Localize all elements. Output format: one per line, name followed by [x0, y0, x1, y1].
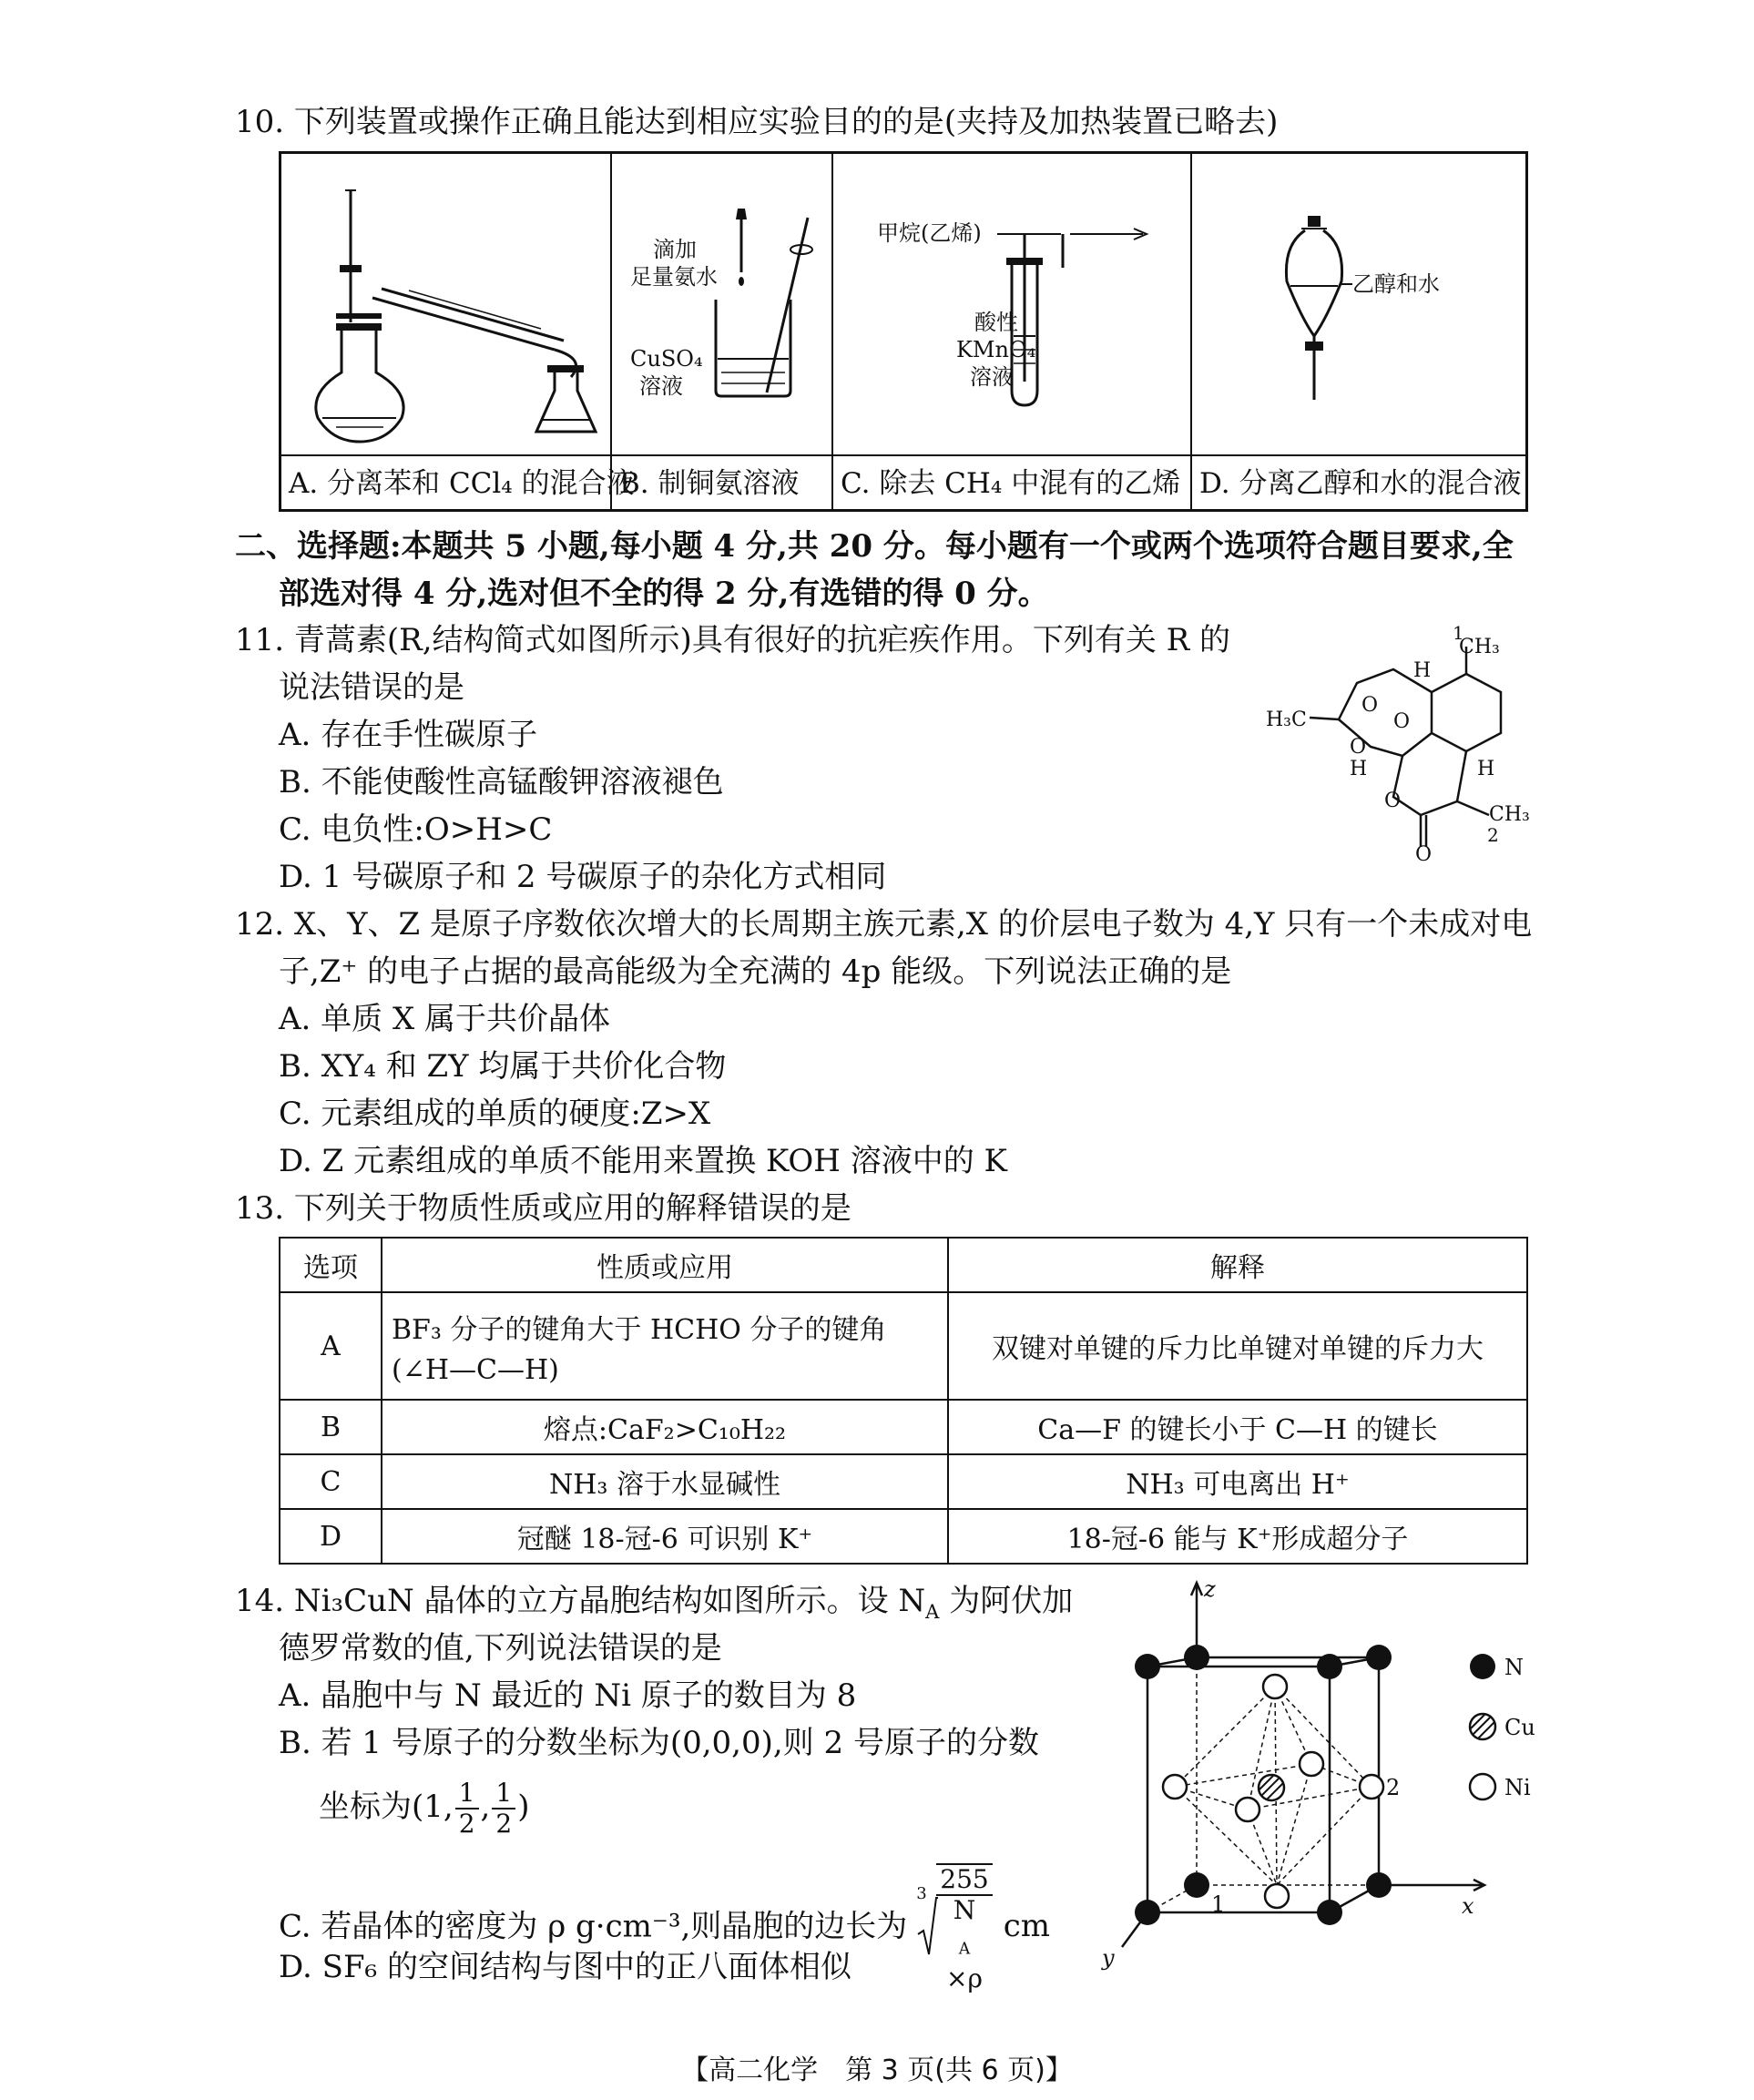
table-row: [280, 1292, 1527, 1400]
q12-option-c: C. 元素组成的单质的硬度:Z>X: [279, 1096, 711, 1132]
distillation-apparatus-diagram: [281, 154, 609, 454]
fraction-numerator: 1: [455, 1779, 479, 1809]
legend-cu: Cu: [1504, 1715, 1535, 1740]
cube-root-expression: [916, 1863, 994, 1993]
q11-option-c: C. 电负性:O>H>C: [279, 811, 553, 848]
axis-label-y: y: [1102, 1945, 1115, 1971]
page-footer: 【高二化学 第 3 页(共 6 页)】: [681, 2054, 1073, 2086]
struct-label-h-top: H: [1413, 659, 1432, 682]
q14-option-b-line2: [319, 1770, 529, 1843]
figure-a-distillation: [281, 154, 612, 454]
q10-stem: 10. 下列装置或操作正确且能达到相应实验目的的是(夹持及加热装置已略去): [235, 104, 1279, 140]
q12-option-a: A. 单质 X 属于共价晶体: [279, 1001, 610, 1037]
q11-stem-1: 11. 青蒿素(R,结构简式如图所示)具有很好的抗疟疾作用。下列有关 R 的: [235, 622, 1231, 658]
label-b-cuso4: CuSO₄: [630, 346, 703, 372]
q10-apparatus-table: [279, 151, 1528, 512]
row-d-option: D: [280, 1509, 382, 1564]
q14-stem-2: 德罗常数的值,下列说法错误的是: [279, 1630, 722, 1667]
axis-label-z: z: [1204, 1576, 1216, 1602]
row-c-property: NH₃ 溶于水显碱性: [382, 1454, 948, 1509]
fraction-half-2: [492, 1779, 515, 1839]
table-row: [280, 1454, 1527, 1509]
row-a-property-line2: (∠H—C—H): [392, 1353, 559, 1386]
point-label-2: 2: [1386, 1775, 1401, 1800]
q12-stem-2: 子,Z⁺ 的电子占据的最高能级为全充满的 4p 能级。下列说法正确的是: [279, 953, 1232, 990]
row-b-explanation: Ca—F 的键长小于 C—H 的键长: [948, 1400, 1527, 1454]
gas-washing-tube-diagram: [833, 154, 1188, 454]
caption-a: A. 分离苯和 CCl₄ 的混合液: [281, 454, 612, 512]
label-c-solution: 溶液: [970, 364, 1014, 390]
struct-label-o-carbonyl: O: [1415, 843, 1433, 866]
struct-label-o2: O: [1393, 710, 1411, 733]
row-d-property: 冠醚 18-冠-6 可识别 K⁺: [382, 1509, 948, 1564]
row-a-explanation: 双键对单键的斥力比单键对单键的斥力大: [948, 1292, 1527, 1400]
q14-option-b-line1: B. 若 1 号原子的分数坐标为(0,0,0),则 2 号原子的分数: [279, 1725, 1039, 1761]
caption-b: B. 制铜氨溶液: [612, 454, 833, 512]
point-label-1: 1: [1211, 1891, 1226, 1917]
caption-d: D. 分离乙醇和水的混合液: [1192, 454, 1525, 512]
q14-option-d: D. SF₆ 的空间结构与图中的正八面体相似: [279, 1949, 852, 1985]
fraction-denominator: 2: [458, 1809, 475, 1839]
struct-label-o1: O: [1361, 694, 1379, 717]
struct-label-h3c: H₃C: [1266, 708, 1307, 731]
struct-label-o3: O: [1350, 736, 1367, 759]
q11-stem-2: 说法错误的是: [279, 669, 464, 706]
q14-stem-1-text: 14. Ni₃CuN 晶体的立方晶胞结构如图所示。设 N: [235, 1583, 926, 1619]
row-a-property: [382, 1292, 948, 1400]
section2-line2: 部选对得 4 分,选对但不全的得 2 分,有选错的得 0 分。: [279, 576, 1049, 612]
fraction-half-1: [455, 1779, 479, 1839]
separatory-funnel-diagram: [1192, 154, 1525, 454]
root-den-tail: ×ρ: [946, 1962, 983, 1993]
q14-stem-1: [235, 1583, 1073, 1630]
q14-b-coord-suffix: ): [517, 1789, 530, 1825]
q12-option-d: D. Z 元素组成的单质不能用来置换 KOH 溶液中的 K: [279, 1143, 1007, 1179]
figure-b-beaker: [612, 154, 833, 454]
q13-table: [279, 1237, 1528, 1565]
table-header-row: [280, 1238, 1527, 1292]
struct-label-1: 1: [1453, 622, 1464, 644]
row-b-option: B: [280, 1400, 382, 1454]
label-c-kmno4: KMnO₄: [956, 337, 1036, 362]
q14-stem-1-tail: 为阿伏加: [939, 1583, 1074, 1619]
legend-ni: Ni: [1504, 1775, 1531, 1800]
root-denominator: [936, 1896, 992, 1993]
label-d-ethanol-water: 乙醇和水: [1352, 271, 1440, 297]
q14-stem-1-sub: A: [925, 1599, 940, 1623]
struct-label-ch3-top: CH₃: [1459, 636, 1500, 658]
fraction-numerator: 1: [492, 1779, 515, 1809]
label-b-dropping: 滴加: [653, 237, 697, 262]
q14-c-unit: cm: [1003, 1908, 1051, 1945]
root-fraction: [936, 1863, 992, 1993]
artemisinin-structure: [1266, 619, 1539, 865]
row-c-option: C: [280, 1454, 382, 1509]
q11-option-d: D. 1 号碳原子和 2 号碳原子的杂化方式相同: [279, 859, 887, 895]
root-den-n: N: [953, 1895, 976, 1925]
copper-ammonia-beaker-diagram: [612, 154, 831, 454]
section2-line1: 二、选择题:本题共 5 小题,每小题 4 分,共 20 分。每小题有一个或两个选项符合题目要求,全: [235, 528, 1514, 565]
q12-option-b: B. XY₄ 和 ZY 均属于共价化合物: [279, 1048, 727, 1085]
figure-d-separatory-funnel: [1192, 154, 1525, 454]
fraction-denominator: 2: [495, 1809, 513, 1839]
legend-n: N: [1504, 1655, 1524, 1680]
struct-label-o4: O: [1384, 790, 1402, 812]
root-numerator: 255: [936, 1865, 992, 1896]
q14-c-text: C. 若晶体的密度为 ρ g·cm⁻³,则晶胞的边长为: [279, 1908, 908, 1945]
table-row: [280, 1509, 1527, 1564]
label-c-methane: 甲烷(乙烯): [877, 220, 982, 246]
q14-option-a: A. 晶胞中与 N 最近的 Ni 原子的数目为 8: [279, 1677, 857, 1714]
root-den-sub: A: [958, 1940, 971, 1959]
label-c-acidic: 酸性: [974, 310, 1018, 335]
header-property: 性质或应用: [382, 1238, 948, 1292]
header-option: 选项: [280, 1238, 382, 1292]
label-b-solution: 溶液: [639, 373, 683, 399]
struct-label-h-right: H: [1477, 758, 1495, 780]
q14-b-coord-comma: ,: [480, 1789, 491, 1825]
root-index: 3: [916, 1884, 927, 1903]
q11-option-a: A. 存在手性碳原子: [279, 717, 538, 753]
caption-c: C. 除去 CH₄ 中混有的乙烯: [833, 454, 1192, 512]
q11-option-b: B. 不能使酸性高锰酸钾溶液褪色: [279, 764, 724, 800]
q14-b-coord-prefix: 坐标为(1,: [319, 1789, 454, 1825]
struct-label-2: 2: [1487, 824, 1499, 846]
row-d-explanation: 18-冠-6 能与 K⁺形成超分子: [948, 1509, 1527, 1564]
q12-stem-1: 12. X、Y、Z 是原子序数依次增大的长周期主族元素,X 的价层电子数为 4,Y 只有一个未成对电: [235, 906, 1533, 943]
row-b-property: 熔点:CaF₂>C₁₀H₂₂: [382, 1400, 948, 1454]
struct-label-ch3-right: CH₃: [1489, 803, 1530, 826]
figure-c-gas-wash: [833, 154, 1192, 454]
axis-label-x: x: [1462, 1893, 1474, 1919]
row-a-option: A: [280, 1292, 382, 1400]
table-row: [280, 1400, 1527, 1454]
row-c-explanation: NH₃ 可电离出 H⁺: [948, 1454, 1527, 1509]
header-explanation: 解释: [948, 1238, 1527, 1292]
label-b-ammonia: 足量氨水: [630, 264, 718, 290]
row-a-property-line1: BF₃ 分子的键角大于 HCHO 分子的键角: [392, 1313, 887, 1346]
crystal-cell-figure: [1102, 1575, 1539, 1985]
q13-stem: 13. 下列关于物质性质或应用的解释错误的是: [235, 1190, 852, 1227]
unit-cell-diagram: [1102, 1575, 1539, 1985]
struct-label-h-left: H: [1350, 758, 1368, 780]
